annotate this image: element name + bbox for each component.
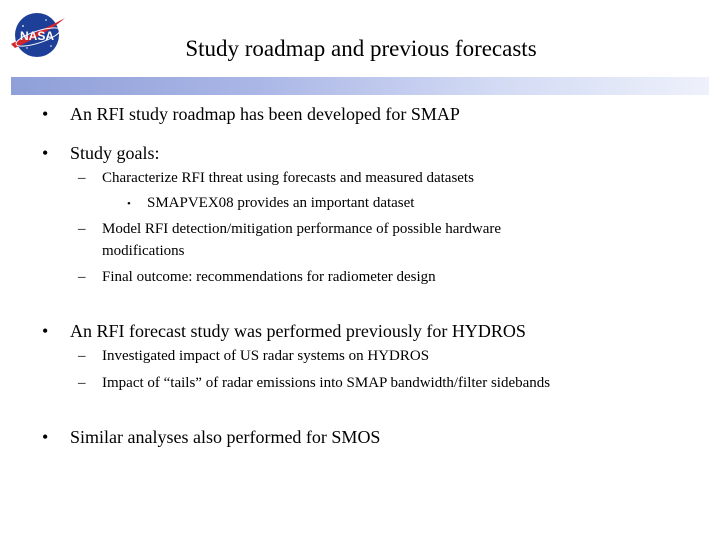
sub-bullet-text: Characterize RFI threat using forecasts and measured datasets [102, 170, 474, 186]
logo-text: NASA [19, 29, 55, 43]
bullet-marker: • [42, 143, 49, 163]
page-title: Study roadmap and previous forecasts [185, 36, 537, 61]
sub-bullet-marker: – [78, 375, 86, 391]
sub-bullet-marker: – [78, 221, 86, 237]
sub-bullet-text: Final outcome: recommendations for radiometer design [102, 269, 436, 285]
bullet-text: Similar analyses also performed for SMOS [70, 427, 381, 447]
sub-bullet-text: Investigated impact of US radar systems on HYDROS [102, 348, 430, 364]
bullet-text: Study goals: [70, 143, 160, 163]
sub-bullet-marker: – [78, 170, 86, 186]
sub-bullet-continuation: modifications [102, 243, 185, 259]
sub-bullet-text: Model RFI detection/mitigation performance of possible hardware [102, 221, 502, 237]
bullet-marker: • [42, 427, 49, 447]
bullet-text: An RFI forecast study was performed previously for HYDROS [70, 321, 526, 341]
sub-sub-bullet-marker: • [127, 198, 131, 210]
bullet-marker: • [42, 321, 49, 341]
bullet-marker: • [42, 104, 49, 124]
sub-bullet-text: Impact of “tails” of radar emissions into SMAP bandwidth/filter sidebands [102, 375, 551, 391]
sub-sub-bullet-text: SMAPVEX08 provides an important dataset [147, 195, 415, 211]
sub-bullet-marker: – [78, 348, 86, 364]
bullet-text: An RFI study roadmap has been developed for SMAP [70, 104, 460, 124]
sub-bullet-marker: – [78, 269, 86, 285]
